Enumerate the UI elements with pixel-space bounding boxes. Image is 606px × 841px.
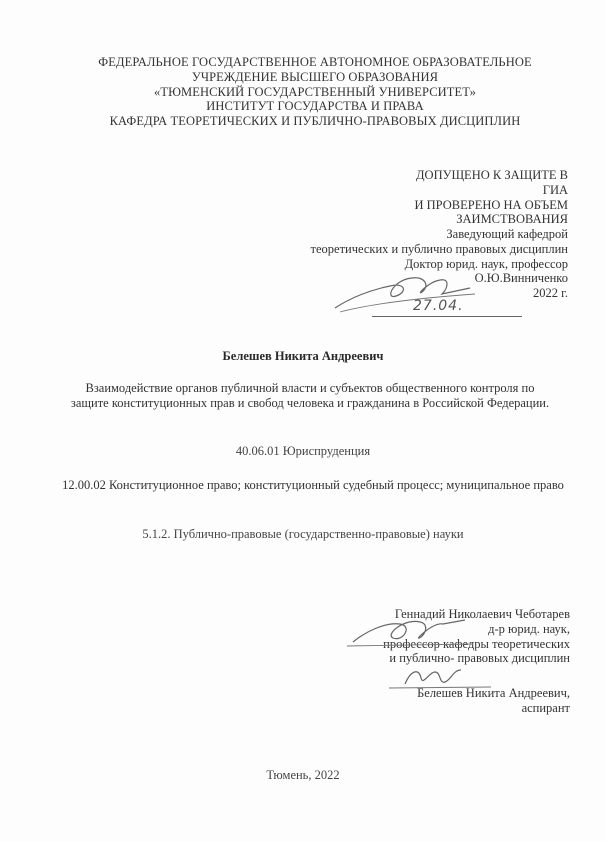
student-line-2: аспирант <box>521 700 570 715</box>
approval-line-4: ЗАИМСТВОВАНИЯ <box>456 212 568 227</box>
specialty: 12.00.02 Конституционное право; конституционный судебный процесс; муниципальное право <box>62 478 564 492</box>
supervisor-block <box>250 607 570 666</box>
approval-line-6: теоретических и публично правовых дисциплин <box>310 241 568 256</box>
approval-line-3: И ПРОВЕРЕНО НА ОБЪЕМ <box>414 197 568 212</box>
header-line-2: УЧРЕЖДЕНИЕ ВЫСШЕГО ОБРАЗОВАНИЯ <box>191 69 439 84</box>
approval-line-2: ГИА <box>542 182 568 197</box>
supervisor-line-3: профессор кафедры теоретических <box>383 636 570 651</box>
work-title: Взаимодействие органов публичной власти и субъектов общественного контроля по защите конституционных прав и свобод человека и гражданина в Российской Федерации. <box>70 381 550 410</box>
approval-line-5: Заведующий кафедрой <box>446 227 568 241</box>
supervisor-line-1: Геннадий Николаевич Чеботарев <box>394 607 570 621</box>
supervisor-line-2: д-р юрид. наук, <box>488 621 570 636</box>
header-line-3: «ТЮМЕНСКИЙ ГОСУДАРСТВЕННЫЙ УНИВЕРСИТЕТ» <box>153 84 476 99</box>
program-code: 40.06.01 Юриспруденция <box>235 444 371 458</box>
approval-line-1: ДОПУЩЕНО К ЗАЩИТЕ В <box>416 168 568 182</box>
author-name: Белешев Никита Андреевич <box>222 349 384 363</box>
approval-block <box>248 168 568 301</box>
city-year: Тюмень, 2022 <box>266 768 340 782</box>
header-line-4: ИНСТИТУТ ГОСУДАРСТВА И ПРАВА <box>206 99 424 114</box>
header-line-1: ФЕДЕРАЛЬНОЕ ГОСУДАРСТВЕННОЕ АВТОНОМНОЕ ОБРАЗОВАТЕЛЬНОЕ <box>98 55 532 69</box>
approval-line-8: О.Ю.Винниченко <box>474 271 568 286</box>
approval-date-year: 2022 г. <box>533 286 568 300</box>
approval-line-7: Доктор юрид. наук, профессор <box>404 256 568 271</box>
science-field: 5.1.2. Публично-правовые (государственно-правовые) науки <box>142 527 464 541</box>
student-line-1: Белешев Никита Андреевич, <box>417 686 570 700</box>
supervisor-line-4: и публично- правовых дисциплин <box>389 651 570 666</box>
handwritten-date: 27.04. <box>413 298 464 314</box>
date-underline <box>372 316 522 317</box>
header-line-5: КАФЕДРА ТЕОРЕТИЧЕСКИХ И ПУБЛИЧНО-ПРАВОВЫХ ДИСЦИПЛИН <box>109 114 521 128</box>
student-block <box>250 686 570 716</box>
institution-header <box>40 55 590 129</box>
